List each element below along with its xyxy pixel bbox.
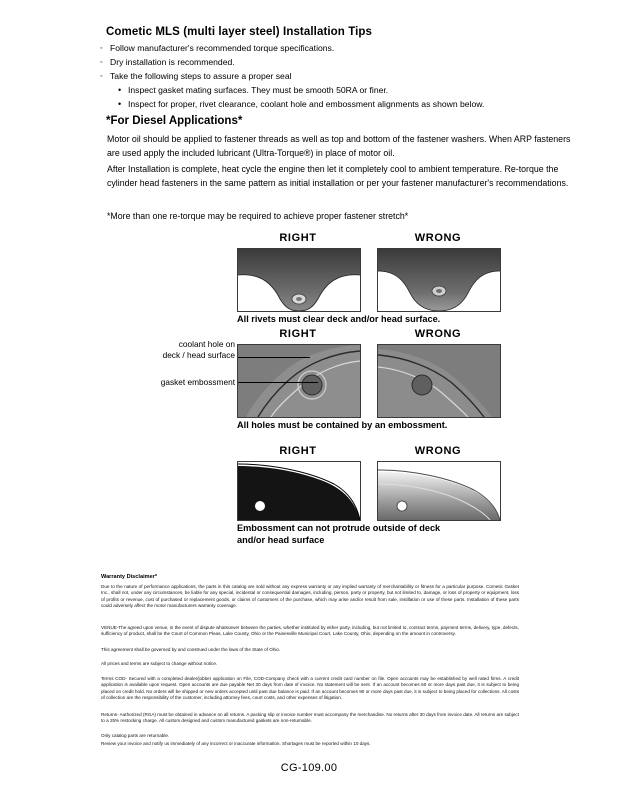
figure1-wrong-illustration [378, 249, 500, 311]
figure3-caption-line2: and/or head surface [237, 535, 325, 545]
figure2-wrong-illustration [378, 345, 500, 417]
warranty-heading: Warranty Disclaimer* [101, 574, 158, 580]
paragraph-retorque-note: *More than one re-torque may be required to achieve proper fastener stretch* [107, 211, 409, 221]
list-item [100, 70, 600, 84]
annotation-gasket-embossment: gasket embossment [160, 377, 235, 387]
section-heading-diesel: *For Diesel Applications* [106, 115, 243, 127]
figure3-caption-line1: Embossment can not protrude outside of deck [237, 523, 441, 533]
leader-line-gasket-embossment [238, 382, 318, 383]
warranty-paragraph: This agreement shall be governed by and construed under the laws of the State of Ohio. [101, 647, 281, 652]
warranty-paragraph: Due to the nature of performance applications, the parts in this catalog are sold without any express warranty or any implied warranty of merchantability or fitness for a particular purpose. Cometic Gasket Inc., shall not, under any circumstances, be liable for any special, incidental or consequential damages, including, person, party or property, but not limited to, damage, or loss of property or equipment, loss of profits or revenue, cost of purchased or replacement goods, or claims of customers of the purchase, which may arise and/or result from sale, instillation or use of these parts. Installation of these parts could adversely affect the motor manufacturers warranty coverage. [101, 584, 519, 609]
paragraph-heat-cycle: After Installation is complete, heat cycle the engine then let it completely cool to ambient temperature. Re-torque the cylinder head fasteners in the same pattern as initial installation or per your fastener manufacturer's recommendations. [107, 164, 569, 188]
figure-embossment-protrude [237, 445, 502, 555]
list-item-label: Take the following steps to assure a proper seal [110, 71, 292, 81]
list-item-label: Inspect for proper, rivet clearance, coolant hole and embossment alignments as shown below. [128, 99, 485, 109]
figure1-wrong-panel [377, 248, 501, 312]
figure1-wrong-label: WRONG [414, 232, 462, 244]
list-item [100, 56, 600, 70]
page-title: Cometic MLS (multi layer steel) Installation Tips [106, 26, 373, 38]
dot-bullet-icon: • [118, 99, 122, 109]
figure2-wrong-panel [377, 344, 501, 418]
warranty-paragraph: Only catalog parts are returnable. [101, 733, 170, 738]
paragraph-motor-oil: Motor oil should be applied to fastener threads as well as top and bottom of the fastener washers. When ARP fasteners are used apply the included lubricant (Ultra-Torque®) in place of motor oil. [107, 134, 571, 158]
circle-bullet-icon: ◦ [100, 59, 103, 66]
figure2-right-illustration [238, 345, 360, 417]
list-item [118, 98, 600, 112]
figure-rivet-clearance [237, 232, 502, 322]
figure3-right-panel [237, 461, 361, 521]
annotation-coolant-hole-line2: deck / head surface [162, 350, 235, 360]
figure2-wrong-label: WRONG [414, 328, 462, 340]
figure2-right-label: RIGHT [279, 328, 317, 340]
figure3-wrong-label: WRONG [414, 445, 462, 457]
footer-document-code: CG-109.00 [280, 762, 338, 774]
warranty-paragraph: All prices and terms are subject to change without notice. [101, 661, 218, 666]
figure3-wrong-panel [377, 461, 501, 521]
warranty-paragraph: Review your invoice and notify us immediately of any incorrect or inaccurate information. Shortages must be reported within 10 days. [101, 741, 371, 746]
list-item-label: Inspect gasket mating surfaces. They must be smooth 50RA or finer. [128, 85, 389, 95]
installation-tips-list [100, 42, 600, 112]
figure3-right-illustration [238, 462, 360, 520]
circle-bullet-icon: ◦ [100, 45, 103, 52]
warranty-paragraph: VENUE-The agreed upon venue, in the event of dispute whatsoever between the parties, whether instituted by either party, including, but not limited to, contract terms, payment terms, delivery, type, defects, sufficiency of product, shall be the Court of Common Pleas, Lake County, Ohio or the Painesville Municipal Court, Lake County, Ohio, depending on the amount in controversy. [101, 625, 519, 637]
figure-embossment-holes [237, 328, 502, 438]
leader-line-coolant-hole [238, 357, 310, 358]
list-item-label: Follow manufacturer's recommended torque specifications. [110, 43, 335, 53]
list-item-label: Dry installation is recommended. [110, 57, 235, 67]
figure1-right-panel [237, 248, 361, 312]
list-item [118, 84, 600, 98]
warranty-paragraph: Terms COD- Secured with a completed dealer/jobber application on File, COD-Company check with a current credit card number on file. Open accounts may be established by well rated firms. A credit application is available upon request. Open accounts are due payable Net 30 days from date of invoice. No statement will be sent. If an account becomes 60 or more days past due, it is subject to being placed on credit hold. No orders will be shipped or new orders accepted until past due balance is paid. If an account becomes 90 or more days past due, it is subject to being placed for collections. All costs of collection are the responsibility of the customer, including attorney fees, court costs, and other expenses of litigation. [101, 676, 519, 701]
circle-bullet-icon: ◦ [100, 73, 103, 80]
figure1-right-illustration [238, 249, 360, 311]
figure1-right-label: RIGHT [279, 232, 317, 244]
list-item [100, 42, 600, 56]
figure1-caption: All rivets must clear deck and/or head surface. [237, 314, 441, 324]
dot-bullet-icon: • [118, 85, 122, 95]
figure2-caption: All holes must be contained by an embossment. [237, 420, 448, 430]
figure3-right-label: RIGHT [279, 445, 317, 457]
figure3-wrong-illustration [378, 462, 500, 520]
figure2-right-panel [237, 344, 361, 418]
annotation-coolant-hole-line1: coolant hole on [178, 339, 235, 349]
warranty-paragraph: Returns- Authorized (RGA) must be obtained in advance on all returns. A packing slip or invoice number must accompany the merchandise. No returns after 30 days from invoice date. All returns are subject to a 25% restocking charge. All custom designed and custom manufactured gaskets are non-returnable. [101, 712, 519, 724]
